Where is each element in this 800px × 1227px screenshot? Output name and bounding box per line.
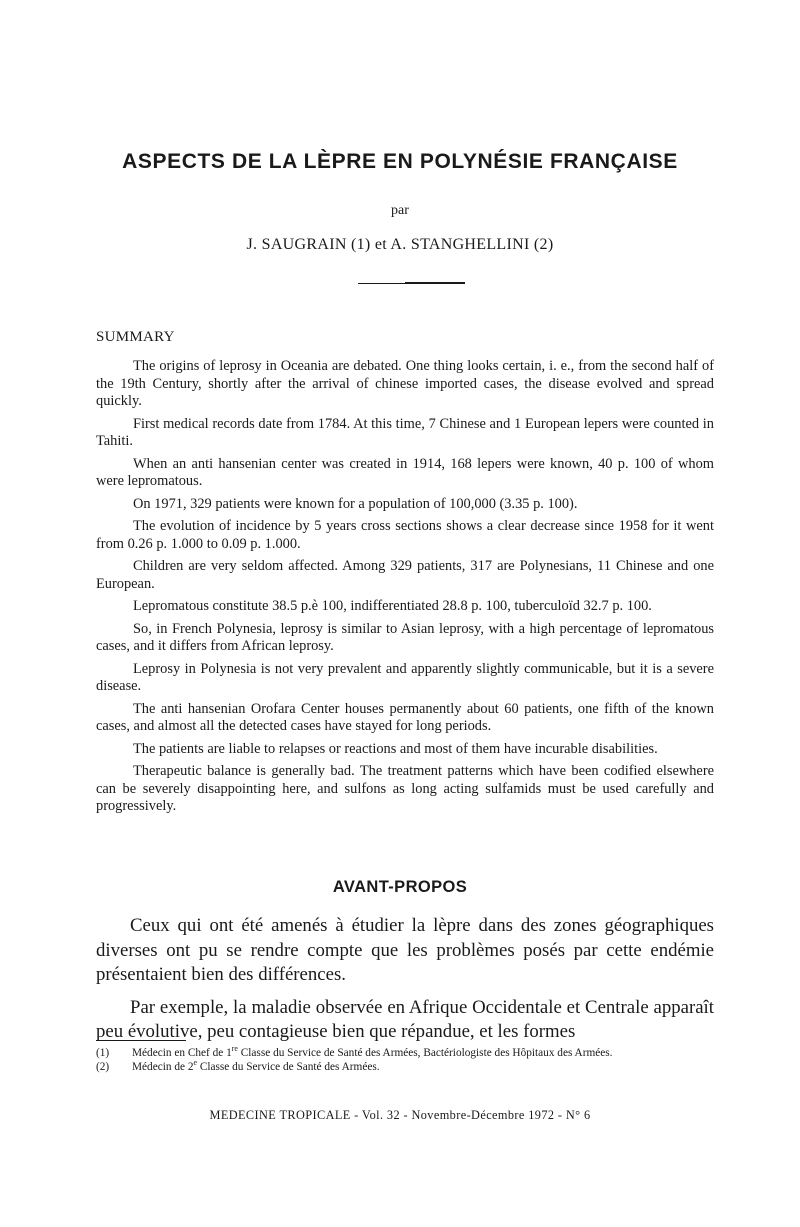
footnote-2: [96, 1057, 714, 1075]
footnote-text-part: Médecin de 2: [132, 1060, 194, 1073]
footnotes: [96, 1044, 714, 1074]
summary-paragraph: Children are very seldom affected. Among 329 patients, 317 are Polynesians, 11 Chinese and one European.: [96, 558, 714, 592]
body-paragraph: Par exemple, la maladie observée en Afrique Occidentale et Centrale apparaît peu évolutive, peu contagieuse bien que répandue, et les formes: [96, 996, 714, 1042]
summary-section: [96, 358, 714, 821]
summary-paragraph: The origins of leprosy in Oceania are debated. One thing looks certain, i. e., from the second half of the 19th Century, shortly after the arrival of chinese imported cases, the disease evolved and spread quickly.: [96, 358, 714, 409]
summary-paragraph: The anti hansenian Orofara Center houses permanently about 60 patients, one fifth of the known cases, and almost all the detected cases have stayed for long periods.: [96, 700, 714, 734]
summary-paragraph: Therapeutic balance is generally bad. The treatment patterns which have been codified elsewhere can be severely disappointing here, and sulfons as long acting sulfamids must be used carefully and progressively.: [96, 763, 714, 814]
authors: J. SAUGRAIN (1) et A. STANGHELLINI (2): [246, 236, 554, 253]
article-title: ASPECTS DE LA LÈPRE EN POLYNÉSIE FRANÇAISE: [122, 150, 678, 173]
footnote-number: (2): [96, 1060, 110, 1073]
footnote-text: [132, 1044, 714, 1061]
journal-footer: MEDECINE TROPICALE - Vol. 32 - Novembre-Décembre 1972 - N° 6: [209, 1108, 591, 1122]
footnote-text-part: Médecin en Chef de 1: [132, 1047, 232, 1059]
summary-paragraph: The patients are liable to relapses or reactions and most of them have incurable disabilities.: [133, 740, 658, 757]
avant-propos-heading: AVANT-PROPOS: [332, 878, 468, 896]
footnote-superscript: re: [231, 1044, 238, 1054]
summary-paragraph: Leprosy in Polynesia is not very prevalent and apparently slightly communicable, but it is a severe disease.: [96, 660, 714, 694]
by-line: par: [391, 203, 409, 218]
summary-heading: SUMMARY: [96, 329, 175, 345]
footnote-number: (1): [96, 1047, 110, 1059]
summary-paragraph: So, in French Polynesia, leprosy is similar to Asian leprosy, with a high percentage of lepromatous cases, and it differs from African leprosy.: [96, 620, 714, 654]
summary-paragraph: The evolution of incidence by 5 years cross sections shows a clear decrease since 1958 for it went from 0.26 p. 1.000 to 0.09 p. 1.000.: [96, 518, 714, 552]
title-divider-bold: [405, 282, 465, 284]
footnote-1: [96, 1044, 714, 1061]
avant-propos-body: [96, 914, 714, 1053]
summary-paragraph: On 1971, 329 patients were known for a population of 100,000 (3.35 p. 100).: [133, 495, 578, 512]
summary-paragraph: Lepromatous constitute 38.5 p.è 100, indifferentiated 28.8 p. 100, tuberculoïd 32.7 p. 100.: [133, 598, 652, 614]
summary-paragraph: When an anti hansenian center was created in 1914, 168 lepers were known, 40 p. 100 of whom were lepromatous.: [96, 455, 714, 489]
footnote-text: [132, 1057, 714, 1075]
footnote-superscript: e: [193, 1057, 197, 1067]
footnote-text-part: Classe du Service de Santé des Armées.: [197, 1060, 380, 1073]
summary-paragraph: First medical records date from 1784. At this time, 7 Chinese and 1 European lepers were counted in Tahiti.: [96, 415, 714, 449]
footnote-text-part: Classe du Service de Santé des Armées, Bactériologiste des Hôpitaux des Armées.: [237, 1047, 613, 1059]
footnote-divider: [96, 1040, 186, 1041]
body-paragraph: Ceux qui ont été amenés à étudier la lèpre dans des zones géographiques diverses ont pu se rendre compte que les problèmes posés par cette endémie présentaient bien des différences.: [96, 915, 714, 985]
